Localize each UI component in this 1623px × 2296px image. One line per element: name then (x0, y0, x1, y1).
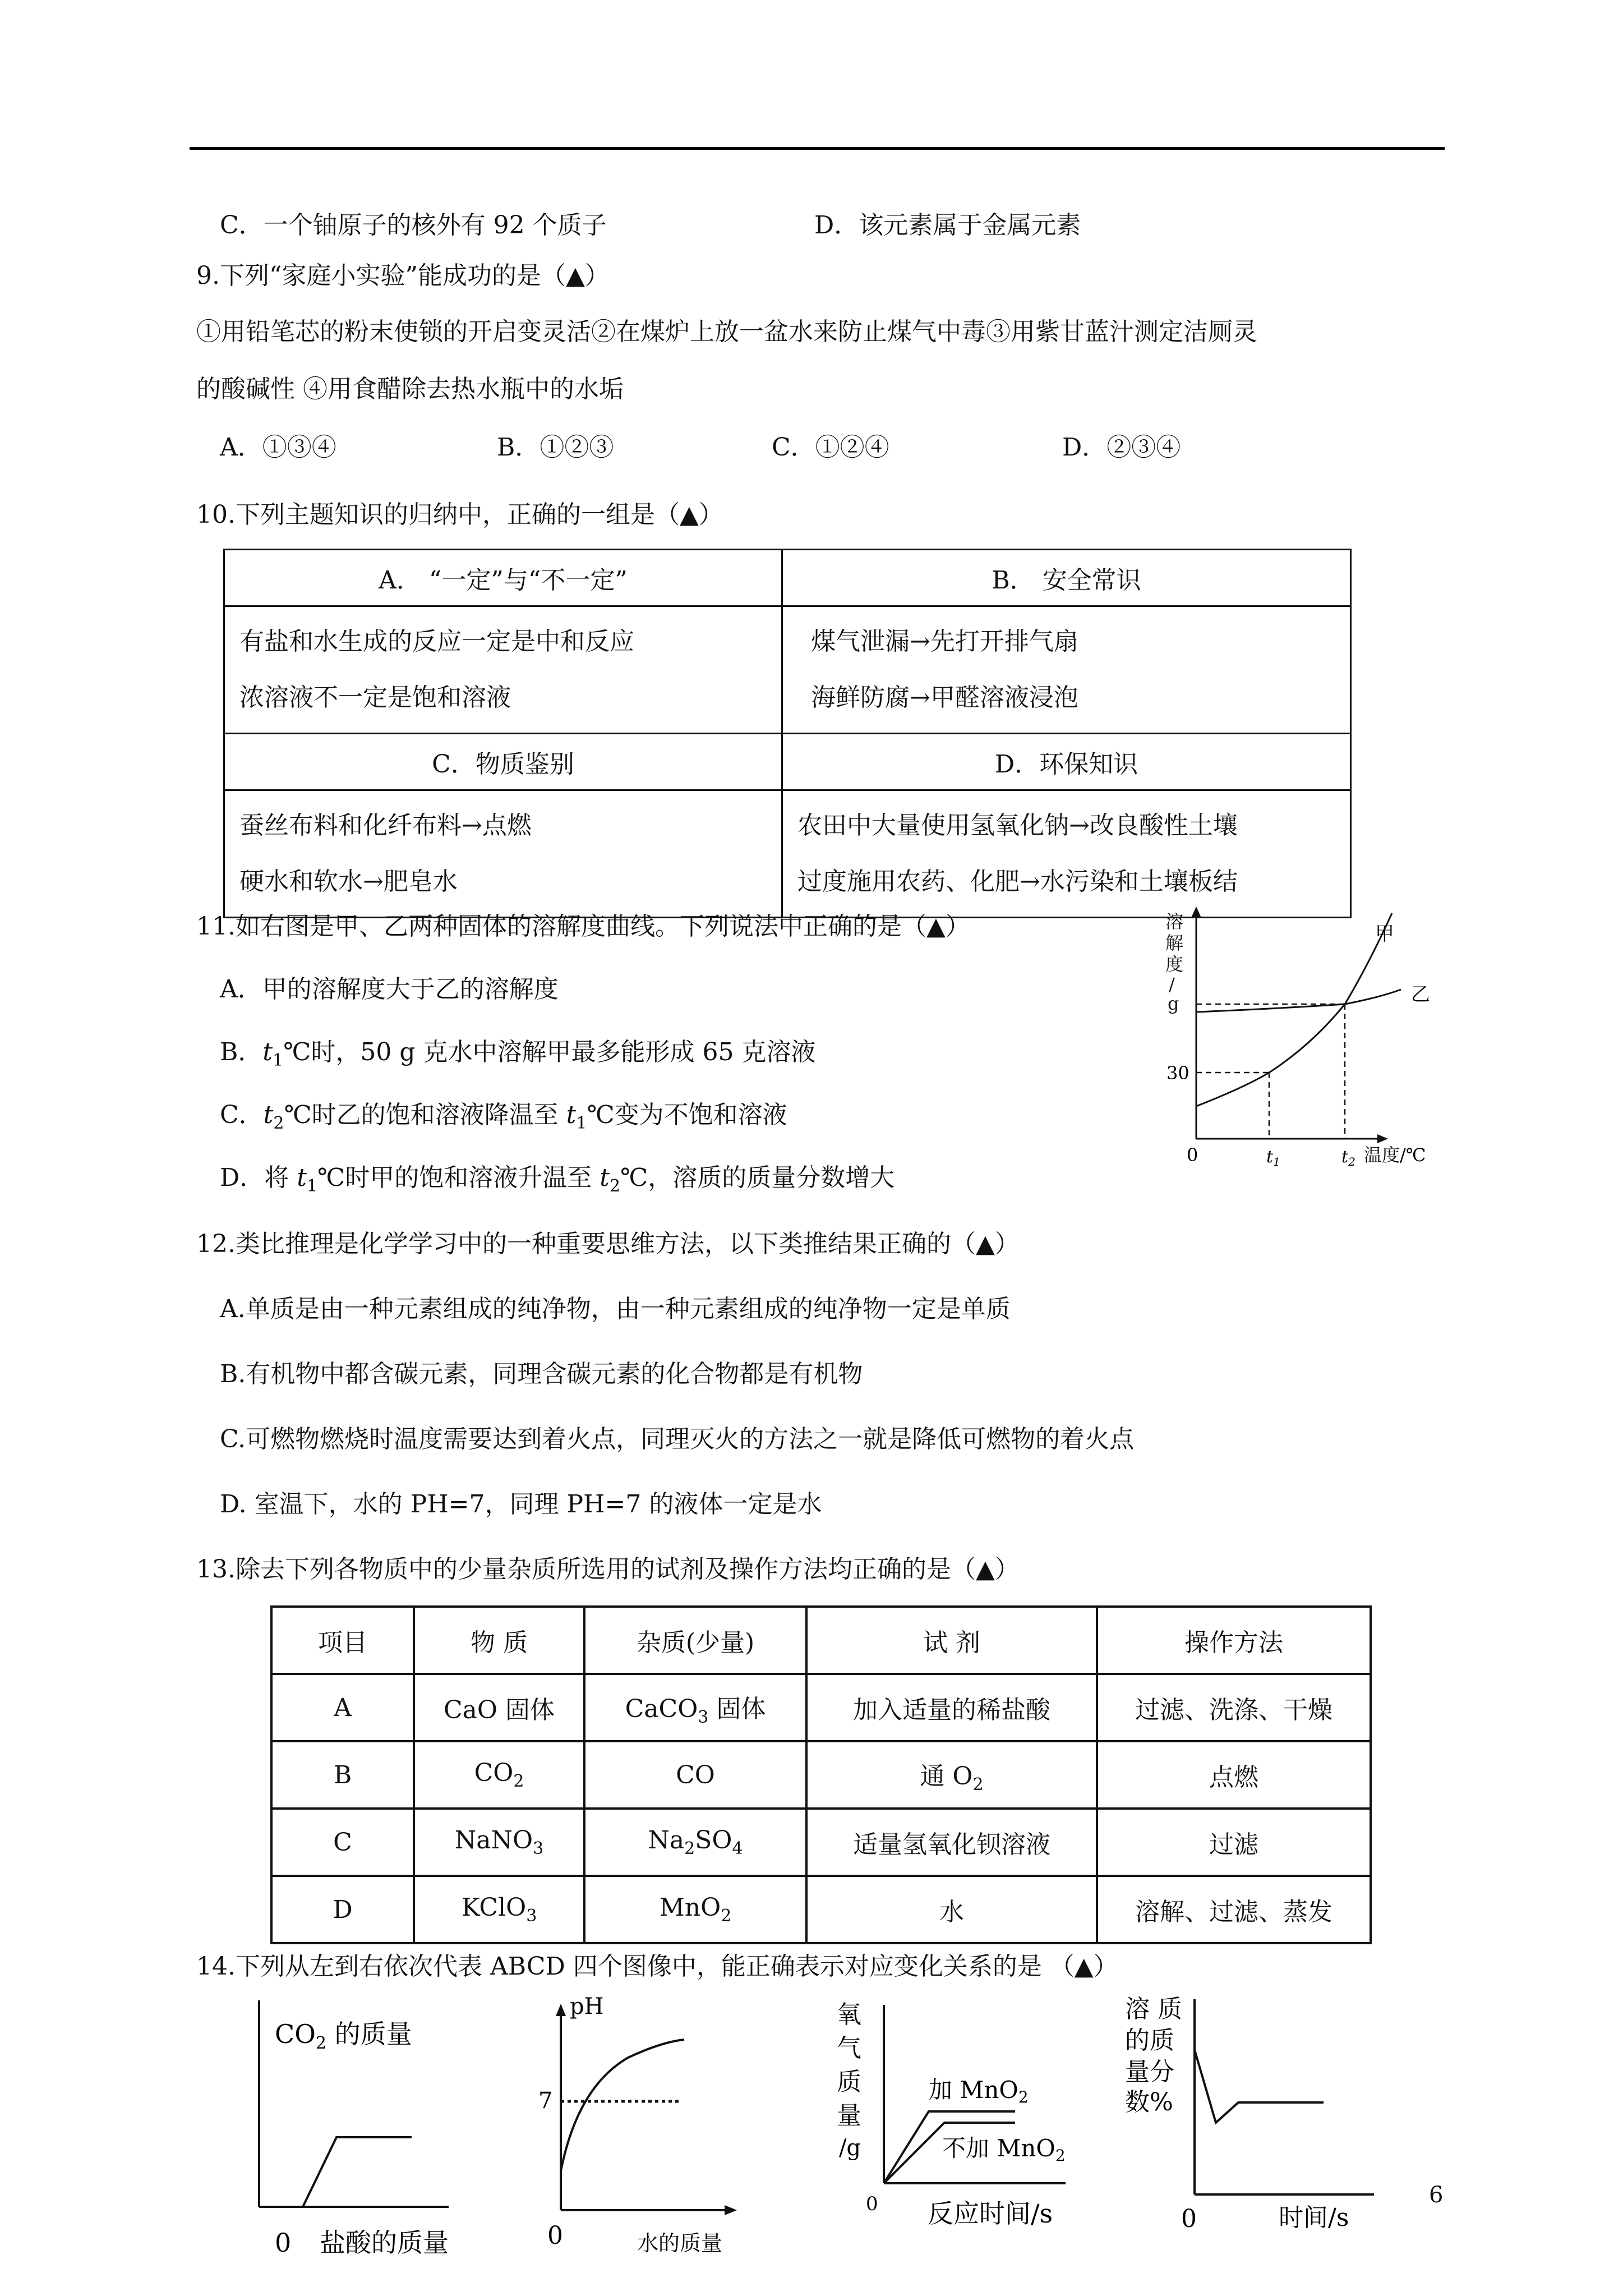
ylabel-char: / (1169, 974, 1175, 995)
graph-a-ylabel: $CO_2$ 的质量 (275, 2019, 412, 2053)
ylabel-char: g (1168, 993, 1179, 1014)
q9-option-b: B．①②③ (497, 433, 614, 462)
row-reagent: 加入适量的稀盐酸 (806, 1674, 1097, 1741)
q8-option-c: C．一个铀原子的核外有 92 个质子 (220, 211, 607, 240)
q12-option-c: C.可燃物燃烧时温度需要达到着火点，同理灭火的方法之一就是降低可燃物的着火点 (220, 1425, 1135, 1453)
q10-a-line2: 浓溶液不一定是饱和溶液 (239, 683, 511, 712)
ylabel-char: 解 (1165, 932, 1184, 954)
ylabel-line: 量分 (1125, 2058, 1174, 2086)
q10-c-content (224, 790, 782, 918)
table-row (271, 1876, 1371, 1943)
q11-stem: 11.如右图是甲、乙两种固体的溶解度曲线。下列说法中正确的是（▲） (196, 912, 970, 941)
graph-c-origin: 0 (866, 2193, 878, 2215)
row-substance: NaNO$_3$ (414, 1809, 584, 1876)
q10-d-line1: 农田中大量使用氢氧化钠→改良酸性土壤 (797, 811, 1238, 840)
q14-graph-a (247, 1995, 482, 2258)
table-row (271, 1674, 1371, 1741)
graph-b-curve (561, 2040, 684, 2171)
q10-a-line1: 有盐和水生成的反应一定是中和反应 (239, 627, 634, 656)
q11-option-d: D．将 $t_1℃$时甲的饱和溶液升温至 $t_2℃$，溶质的质量分数增大 (220, 1163, 895, 1196)
row-substance: $CO_2$ (414, 1741, 584, 1809)
q14-graph-b (516, 1986, 751, 2261)
table-header-row (271, 1607, 1371, 1674)
page-number: 6 (1429, 2182, 1444, 2208)
ylabel-char: /g (839, 2135, 861, 2161)
q11-option-b: B．$t_1℃$时，50 g 克水中溶解甲最多能形成 65 克溶液 (220, 1038, 816, 1070)
row-reagent: 适量氢氧化钡溶液 (806, 1809, 1097, 1876)
graph-b-ytick-7: 7 (538, 2088, 553, 2114)
row-substance: KClO$_3$ (414, 1876, 584, 1943)
table-header: 操作方法 (1097, 1607, 1371, 1674)
q10-a-content (224, 606, 782, 734)
graph-b-origin: 0 (547, 2221, 563, 2250)
graph-d-xlabel: 时间/s (1279, 2203, 1349, 2232)
q8-option-d: D．该元素属于金属元素 (814, 211, 1081, 240)
row-id: D (271, 1876, 414, 1943)
ylabel-line: 数% (1125, 2088, 1173, 2116)
table-header: 杂质(少量) (584, 1607, 806, 1674)
row-impurity: MnO$_2$ (584, 1876, 806, 1943)
q9-text-line2: 的酸碱性 ④用食醋除去热水瓶中的水垢 (196, 375, 624, 403)
q10-d-line2: 过度施用农药、化肥→水污染和土壤板结 (797, 867, 1238, 896)
row-reagent: 通 $O_2$ (806, 1741, 1097, 1809)
graph-d-origin: 0 (1181, 2205, 1197, 2233)
q10-stem: 10.下列主题知识的归纳中，正确的一组是（▲） (196, 500, 723, 529)
row-substance: CaO 固体 (414, 1674, 584, 1741)
q9-option-d: D．②③④ (1062, 433, 1181, 462)
q10-c-title: C．物质鉴别 (224, 734, 782, 790)
header-rule (190, 147, 1445, 150)
ylabel-line: 溶 质 (1125, 1995, 1182, 2023)
graph-c-ylabel (837, 2000, 861, 2161)
q10-c-line2: 硬水和软水→肥皂水 (239, 867, 458, 896)
xtick-t1: $t_1$ (1266, 1147, 1280, 1168)
chart-origin: 0 (1187, 1144, 1198, 1166)
ylabel-char: 气 (837, 2034, 861, 2063)
row-impurity: CO (584, 1741, 806, 1809)
q14-graph-d (1116, 1986, 1385, 2261)
row-method: 点燃 (1097, 1741, 1371, 1809)
row-id: A (271, 1674, 414, 1741)
q10-b-line2: 海鲜防腐→甲醛溶液浸泡 (811, 683, 1078, 712)
q14-stem: 14.下列从左到右依次代表 ABCD 四个图像中，能正确表示对应变化关系的是 （▲） (196, 1952, 1118, 1981)
q11-option-c: C．$t_2℃$时乙的饱和溶液降温至 $t_1℃$变为不饱和溶液 (220, 1101, 787, 1133)
row-method: 过滤 (1097, 1809, 1371, 1876)
graph-c-label-catalyst: 加 MnO2 (929, 2076, 1029, 2106)
graph-d-line (1195, 2050, 1324, 2123)
table-row (271, 1809, 1371, 1876)
graph-b-xlabel: 水的质量 (637, 2231, 723, 2256)
ytick-30: 30 (1166, 1062, 1189, 1084)
series-jia-label: 甲 (1375, 923, 1394, 945)
graph-c-label-no-catalyst: 不加 MnO2 (942, 2134, 1066, 2165)
ylabel-char: 质 (837, 2068, 861, 2096)
graph-a-origin: 0 (275, 2228, 292, 2258)
q11-option-a: A．甲的溶解度大于乙的溶解度 (220, 975, 559, 1004)
q10-b-title: B． 安全常识 (782, 550, 1351, 606)
graph-a-line (303, 2137, 412, 2207)
graph-a-xlabel: 盐酸的质量 (320, 2228, 449, 2258)
row-id: C (271, 1809, 414, 1876)
q12-option-d: D. 室温下，水的 PH=7，同理 PH=7 的液体一定是水 (220, 1490, 822, 1519)
table-header: 项目 (271, 1607, 414, 1674)
row-impurity: CaCO$_3$ 固体 (584, 1674, 806, 1741)
row-method: 溶解、过滤、蒸发 (1097, 1876, 1371, 1943)
table-row (271, 1741, 1371, 1809)
chart-axes (1191, 907, 1388, 1143)
series-jia-curve (1196, 913, 1392, 1106)
chart-ylabel (1165, 911, 1183, 1014)
chart-xlabel: 温度/℃ (1364, 1144, 1426, 1166)
graph-b-ylabel: pH (570, 1994, 604, 2019)
solubility-chart (1133, 898, 1447, 1172)
series-yi-label: 乙 (1411, 983, 1430, 1006)
ylabel-char: 溶 (1165, 911, 1184, 932)
row-id: B (271, 1741, 414, 1809)
q9-stem: 9.下列“家庭小实验”能成功的是（▲） (196, 261, 610, 290)
ylabel-line: 的质 (1125, 2026, 1174, 2055)
q13-table (270, 1605, 1372, 1944)
q12-option-b: B.有机物中都含碳元素，同理含碳元素的化合物都是有机物 (220, 1360, 863, 1388)
row-method: 过滤、洗涤、干燥 (1097, 1674, 1371, 1741)
q12-option-a: A.单质是由一种元素组成的纯净物，由一种元素组成的纯净物一定是单质 (220, 1295, 1011, 1323)
table-header: 物 质 (414, 1607, 584, 1674)
xtick-t2: $t_2$ (1341, 1147, 1355, 1168)
q12-stem: 12.类比推理是化学学习中的一种重要思维方法，以下类推结果正确的（▲） (196, 1230, 1020, 1258)
q10-a-title: A． “一定”与“不一定” (224, 550, 782, 606)
q9-option-c: C．①②④ (772, 433, 889, 462)
q9-option-a: A．①③④ (220, 433, 336, 462)
series-yi-curve (1196, 990, 1401, 1012)
table-header: 试 剂 (806, 1607, 1097, 1674)
q10-c-line1: 蚕丝布料和化纤布料→点燃 (239, 811, 532, 840)
ylabel-char: 量 (837, 2101, 861, 2130)
q13-stem: 13.除去下列各物质中的少量杂质所选用的试剂及操作方法均正确的是（▲） (196, 1555, 1020, 1584)
q10-table (223, 549, 1352, 918)
graph-d-ylabel (1125, 1995, 1182, 2116)
q10-b-line1: 煤气泄漏→先打开排气扇 (811, 627, 1078, 656)
row-impurity: $Na_2SO_4$ (584, 1809, 806, 1876)
graph-c-xlabel: 反应时间/s (928, 2198, 1053, 2229)
ylabel-char: 氧 (837, 2000, 861, 2029)
q10-b-content (782, 606, 1351, 734)
q9-text-line1: ①用铅笔芯的粉末使锁的开启变灵活②在煤炉上放一盆水来防止煤气中毒③用紫甘蓝汁测定洁厕灵 (196, 318, 1257, 346)
ylabel-char: 度 (1165, 954, 1184, 975)
q10-d-title: D．环保知识 (782, 734, 1351, 790)
q14-graph-c (830, 1988, 1099, 2269)
row-reagent: 水 (806, 1876, 1097, 1943)
